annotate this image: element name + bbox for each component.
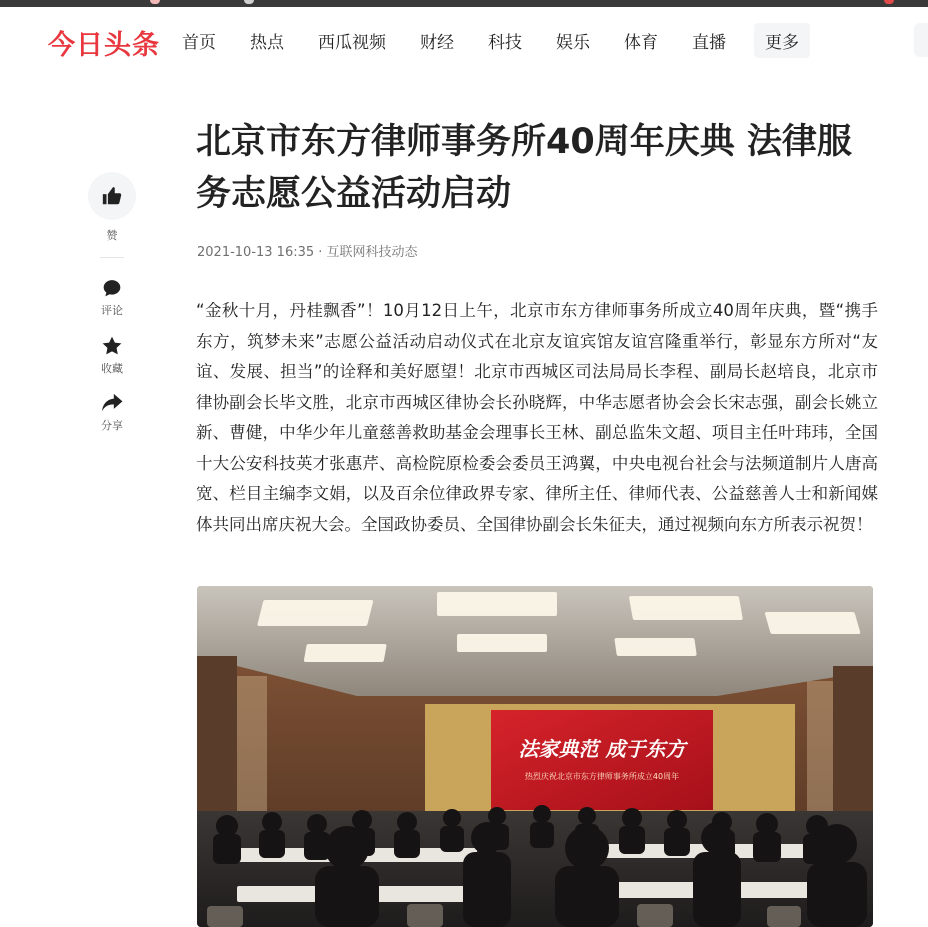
nav-item-xigua-video[interactable]: 西瓜视频 (318, 32, 386, 53)
like-label: 赞 (106, 229, 118, 242)
share-icon (101, 393, 123, 413)
thumbs-up-icon (101, 185, 123, 207)
site-logo[interactable]: 今日头条 (48, 30, 160, 61)
like-button[interactable] (88, 172, 136, 220)
nav-item-live[interactable]: 直播 (692, 32, 726, 53)
tab-indicator-icon (150, 0, 160, 4)
article-title: 北京市东方律师事务所40周年庆典 法律服务志愿公益活动启动 (196, 122, 852, 214)
side-divider (100, 257, 124, 258)
article-photo[interactable] (197, 586, 873, 927)
comment-label: 评论 (101, 304, 123, 317)
nav-more-button[interactable]: 更多 (754, 23, 810, 58)
comment-icon (102, 278, 122, 298)
comment-button[interactable] (88, 278, 136, 318)
search-input[interactable] (914, 23, 928, 57)
nav-item-entertainment[interactable]: 娱乐 (556, 32, 590, 53)
favorite-button[interactable] (88, 335, 136, 376)
article-meta: 2021-10-13 16:35 · 互联网科技动态 (197, 245, 418, 260)
browser-top-strip (0, 0, 928, 7)
conference-hall-photo (197, 586, 873, 927)
favorite-label: 收藏 (101, 362, 123, 375)
share-button[interactable] (88, 393, 136, 433)
notification-indicator-icon (884, 0, 894, 4)
star-icon (101, 335, 123, 357)
site-header (0, 7, 928, 73)
screen-caption: 热烈庆祝北京市东方律师事务所成立40周年 (524, 772, 680, 781)
nav-item-tech[interactable]: 科技 (488, 32, 522, 53)
nav-item-finance[interactable]: 财经 (420, 32, 454, 53)
nav-item-home[interactable]: 首页 (182, 32, 216, 53)
share-label: 分享 (101, 419, 123, 432)
screen-slogan: 法家典范 成于东方 (518, 737, 686, 761)
main-nav (182, 7, 810, 73)
article-action-bar (88, 172, 138, 433)
nav-item-sports[interactable]: 体育 (624, 32, 658, 53)
tab-indicator-icon (244, 0, 254, 4)
article-body: “金秋十月，丹桂飘香”！10月12日上午，北京市东方律师事务所成立40周年庆典，暨“携手东方，筑梦未来”志愿公益活动启动仪式在北京友谊宾馆友谊宫隆重举行，彰显东方所对“友谊、发展、担当”的诠释和美好愿望！北京市西城区司法局局长李程、副局长赵培良，北京市律协副会长毕文胜，北京市西城区律协会长孙晓辉，中华志愿者协会会长宋志强，副会长姚立新、曹健，中华少年儿童慈善救助基金会理事长王林、副总监朱文超、项目主任叶玮玮，全国十大公安科技英才张惠芹、高检院原检委会委员王鸿翼，中央电视台社会与法频道制片人唐高宽、栏目主编李文娟，以及百余位律政界专家、律所主任、律师代表、公益慈善人士和新闻媒体共同出席庆祝大会。全国政协委员、全国律协副会长朱征夫，通过视频向东方所表示祝贺！ (196, 301, 878, 534)
nav-item-hot[interactable]: 热点 (250, 32, 284, 53)
